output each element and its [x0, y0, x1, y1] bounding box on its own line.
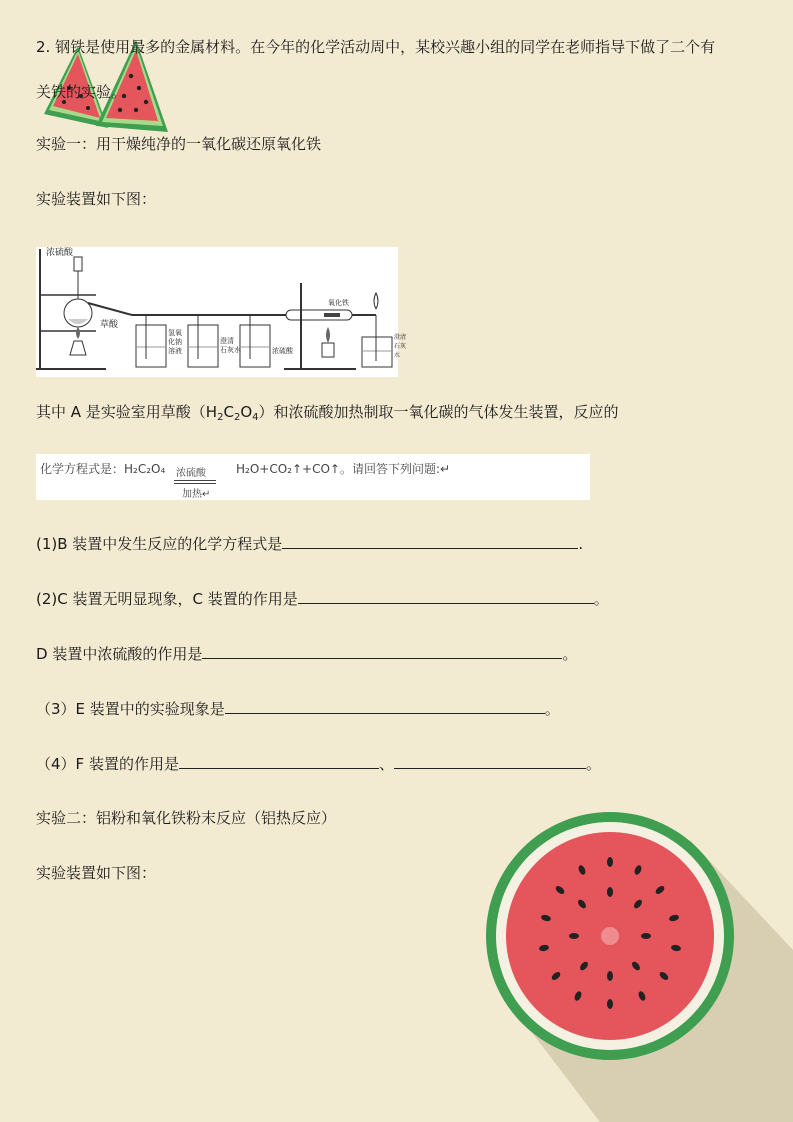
intro-sentence: 其中 A 是实验室用草酸$(H_2C_2O_4)$和浓硫酸加热制取一氧化碳的气体发生装置，反应的 [36, 403, 619, 423]
label-conc-acid: 浓硫酸 [46, 248, 74, 258]
label-lime-3: 澄清 [394, 334, 407, 341]
answer-blank-2b[interactable] [202, 644, 562, 659]
equation-condition-under: 加热↵ [182, 489, 211, 500]
label-naoh-3: 溶液 [168, 347, 182, 355]
apparatus-figure [36, 247, 407, 377]
label-naoh-2: 化钠 [168, 338, 182, 346]
label-iron-oxide: 氧化铁 [328, 299, 349, 307]
answer-blank-4b[interactable] [394, 754, 586, 769]
equation-products: H₂O+CO₂↑+CO↑。请回答下列问题:↵ [236, 462, 451, 476]
question-line-2: 关铁的实验。 [36, 83, 127, 101]
setup-label-1: 实验装置如下图： [36, 190, 157, 208]
label-naoh-1: 氢氧 [168, 329, 182, 337]
label-lime-5: 水 [394, 352, 401, 359]
equation-prefix: 化学方程式是：H₂C₂O₄ [40, 462, 166, 476]
label-lime-2: 石灰水 [220, 346, 241, 354]
watermelon-icon [470, 800, 793, 1122]
label-lime-1: 澄清 [220, 337, 234, 345]
question-1: (1)B 装置中发生反应的化学方程式是 . [36, 535, 584, 553]
answer-blank-1[interactable] [282, 534, 578, 549]
question-4: （4）F 装置的作用是 、 。 [36, 755, 601, 773]
setup-label-2: 实验装置如下图： [36, 864, 157, 882]
label-lime-4: 石灰 [394, 343, 407, 350]
label-oxalic: 草酸 [100, 320, 119, 330]
equation-double-bar [174, 480, 216, 484]
label-conc-acid-2: 浓硫酸 [272, 347, 293, 355]
answer-blank-3[interactable] [225, 699, 545, 714]
question-2b: D 装置中浓硫酸的作用是 。 [36, 645, 578, 663]
answer-blank-4a[interactable] [179, 754, 379, 769]
answer-blank-2[interactable] [298, 589, 594, 604]
equation-condition-over: 浓硫酸 [176, 468, 206, 479]
question-line-1: 2. 钢铁是使用最多的金属材料。在今年的化学活动周中，某校兴趣小组的同学在老师指导下做了二个有 [36, 38, 716, 56]
experiment-2-title: 实验二：铝粉和氧化铁粉末反应（铝热反应） [36, 809, 337, 827]
question-2: (2)C 装置无明显现象，C 装置的作用是 。 [36, 590, 609, 608]
equation-image [36, 454, 590, 500]
question-3: （3）E 装置中的实验现象是 。 [36, 700, 560, 718]
experiment-1-title: 实验一：用干燥纯净的一氧化碳还原氧化铁 [36, 135, 322, 153]
